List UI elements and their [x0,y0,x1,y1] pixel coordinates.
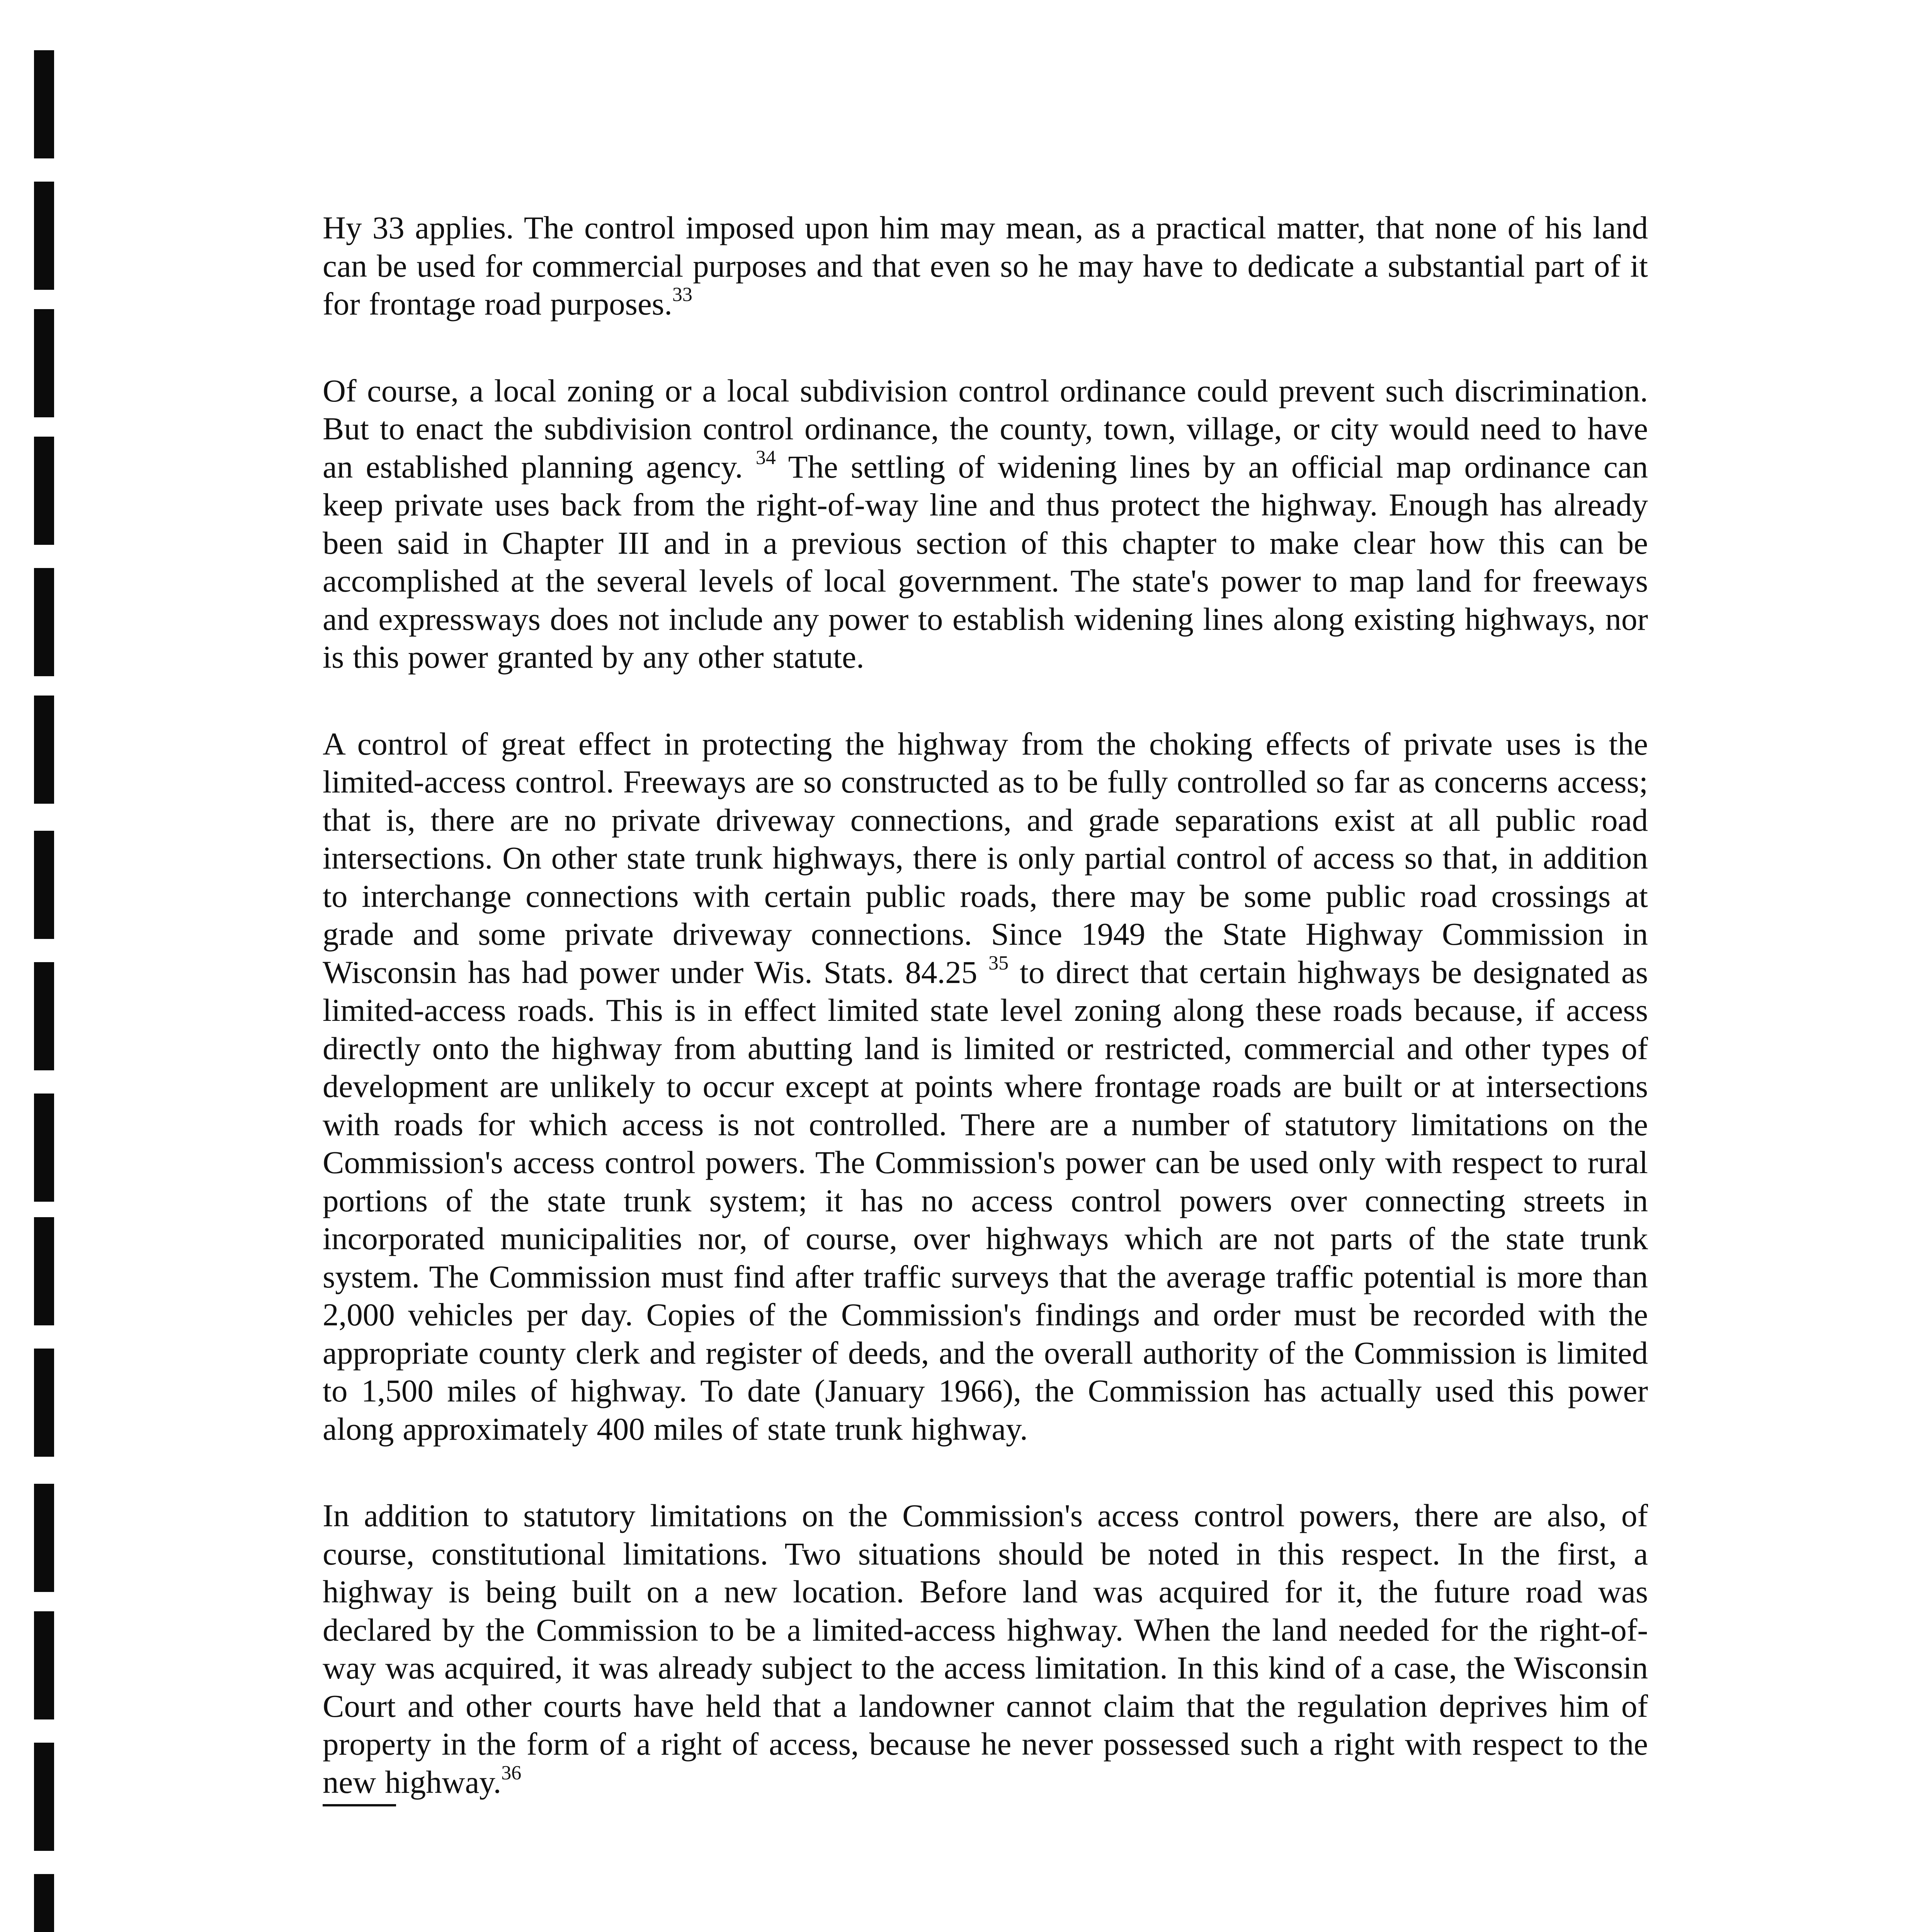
binding-mark [34,1874,54,1932]
binding-mark [34,309,54,417]
paragraph [323,209,1648,323]
footnote-separator [323,1804,396,1806]
binding-mark [34,1217,54,1325]
paragraph-text: The settling of widening lines by an official map ordinance can keep private uses back from the right-of-way line and thus protect the highway. Enough has already been said in Chapter III and in a previous section of this chapter to make clear how this can be accomplished at the several levels of local government. The state's power to map land for freeways and expressways does not include any power to establish widening lines along existing highways, nor is this power granted by any other statute. [323,449,1648,675]
paragraph-text: Hy 33 applies. The control imposed upon him may mean, as a practical matter, that none of his land can be used for commercial purposes and that even so he may have to dedicate a substantial part of it for frontage road purposes. [323,210,1648,321]
binding-mark [34,1743,54,1851]
binding-mark [34,831,54,939]
binding-mark [34,696,54,804]
binding-mark [34,1484,54,1592]
paragraph-text: A control of great effect in protecting the highway from the choking effects of private uses is the limited-access control. Freeways are so constructed as to be fully controlled so far as concerns access; that is, there are no private driveway connections, and grade separations exist at all public road intersections. On other state trunk highways, there is only partial control of access so that, in addition to interchange connections with certain public roads, there may be some public road crossings at grade and some private driveway connections. Since 1949 the State Highway Commission in Wisconsin has had power under Wis. Stats. 84.25 [323,726,1648,990]
paragraph-text: to direct that certain highways be designated as limited-access roads. This is in effect limited state level zoning along these roads because, if access directly onto the highway from abutting land is limited or restricted, commercial and other types of development are unlikely to occur except at points where frontage roads are built or at intersections with roads for which access is not controlled. There are a number of statutory limitations on the Commission's access control powers. The Commission's power can be used only with respect to rural portions of the state trunk system; it has no access control powers over connecting streets in incorporated municipalities nor, of course, over highways which are not parts of the state trunk system. The Commission must find after traffic surveys that the average traffic potential is more than 2,000 vehicles per day. Copies of the Commission's findings and order must be recorded with the appropriate county clerk and register of deeds, and the overall authority of the Commission is limited to 1,500 miles of highway. To date (January 1966), the Commission has actually used this power along approximately 400 miles of state trunk highway. [323,954,1648,1447]
binding-marks [0,0,77,1932]
binding-mark [34,50,54,158]
paragraph-text: Of course, a local zoning or a local subdivision control ordinance could prevent such discrimination. But to enact the subdivision control ordinance, the county, town, village, or city would need to have an established planning agency. [323,372,1648,485]
binding-mark [34,962,54,1070]
footnote-ref: 36 [501,1762,522,1784]
footnote-ref: 33 [672,284,692,306]
binding-mark [34,1349,54,1457]
footnote-ref: 34 [755,446,776,469]
binding-mark [34,1094,54,1202]
paragraph [323,1497,1648,1801]
binding-mark [34,437,54,545]
footnote-ref: 35 [988,952,1009,974]
binding-mark [34,1611,54,1719]
paragraph-text: In addition to statutory limitations on the Commission's access control powers, there are also, of course, constitutional limitations. Two situations should be noted in this respect. In the first, a highway is being built on a new location. Before land was acquired for it, the future road was declared by the Commission to be a limited-access highway. When the land needed for the right-of-way was acquired, it was already subject to the access limitation. In this kind of a case, the Wisconsin Court and other courts have held that a landowner cannot claim that the regulation deprives him of property in the form of a right of access, because he never possessed such a right with respect to the new highway. [323,1498,1648,1800]
paragraph [323,725,1648,1448]
binding-mark [34,182,54,290]
binding-mark [34,568,54,676]
body-text [323,209,1648,1806]
paragraph [323,372,1648,676]
